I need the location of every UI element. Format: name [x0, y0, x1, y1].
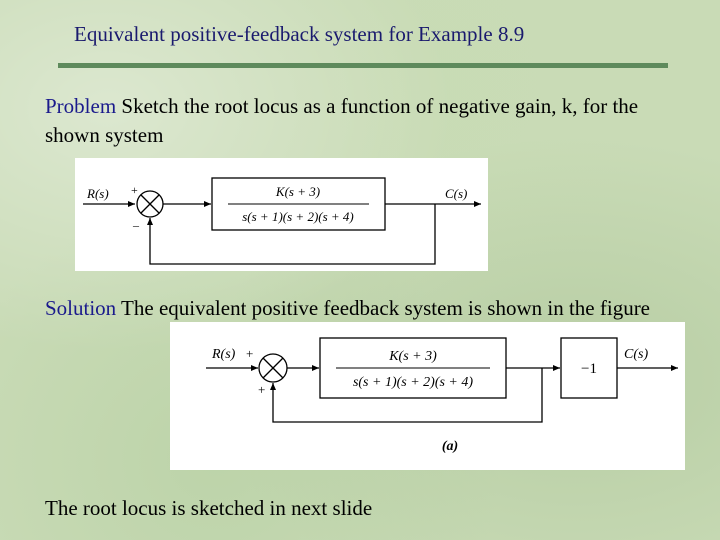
sum-top-sign: +	[246, 346, 254, 361]
tf-denominator: s(s + 1)(s + 2)(s + 4)	[242, 209, 354, 224]
problem-label: Problem	[45, 94, 117, 118]
problem-text: Sketch the root locus as a function of negative gain, k, for the shown system	[45, 94, 639, 147]
figure-caption: (a)	[441, 439, 459, 454]
tf-numerator: K(s + 3)	[275, 184, 321, 199]
title-divider	[58, 63, 668, 68]
tf-denominator: s(s + 1)(s + 2)(s + 4)	[352, 375, 474, 390]
gain-value: −1	[581, 361, 597, 377]
tf-numerator: K(s + 3)	[389, 349, 437, 364]
problem-paragraph	[45, 92, 685, 150]
footer-paragraph: The root locus is sketched in next slide	[45, 496, 373, 520]
sum-top-sign: +	[131, 183, 138, 197]
solution-label: Solution	[45, 296, 117, 320]
solution-paragraph	[45, 294, 685, 323]
summing-junction	[137, 191, 163, 217]
output-label: C(s)	[445, 186, 468, 201]
sum-bottom-sign: +	[258, 382, 266, 397]
positive-feedback-block-diagram	[170, 322, 685, 470]
sum-bottom-sign: –	[133, 218, 139, 232]
summing-junction	[259, 354, 287, 382]
slide-title: Equivalent positive-feedback system for Example 8.9	[74, 22, 525, 46]
input-label: R(s)	[212, 347, 236, 362]
input-label: R(s)	[87, 186, 109, 201]
solution-text: The equivalent positive feedback system is shown in the figure	[116, 296, 651, 320]
output-label: C(s)	[624, 347, 649, 362]
negative-feedback-block-diagram	[75, 158, 488, 271]
